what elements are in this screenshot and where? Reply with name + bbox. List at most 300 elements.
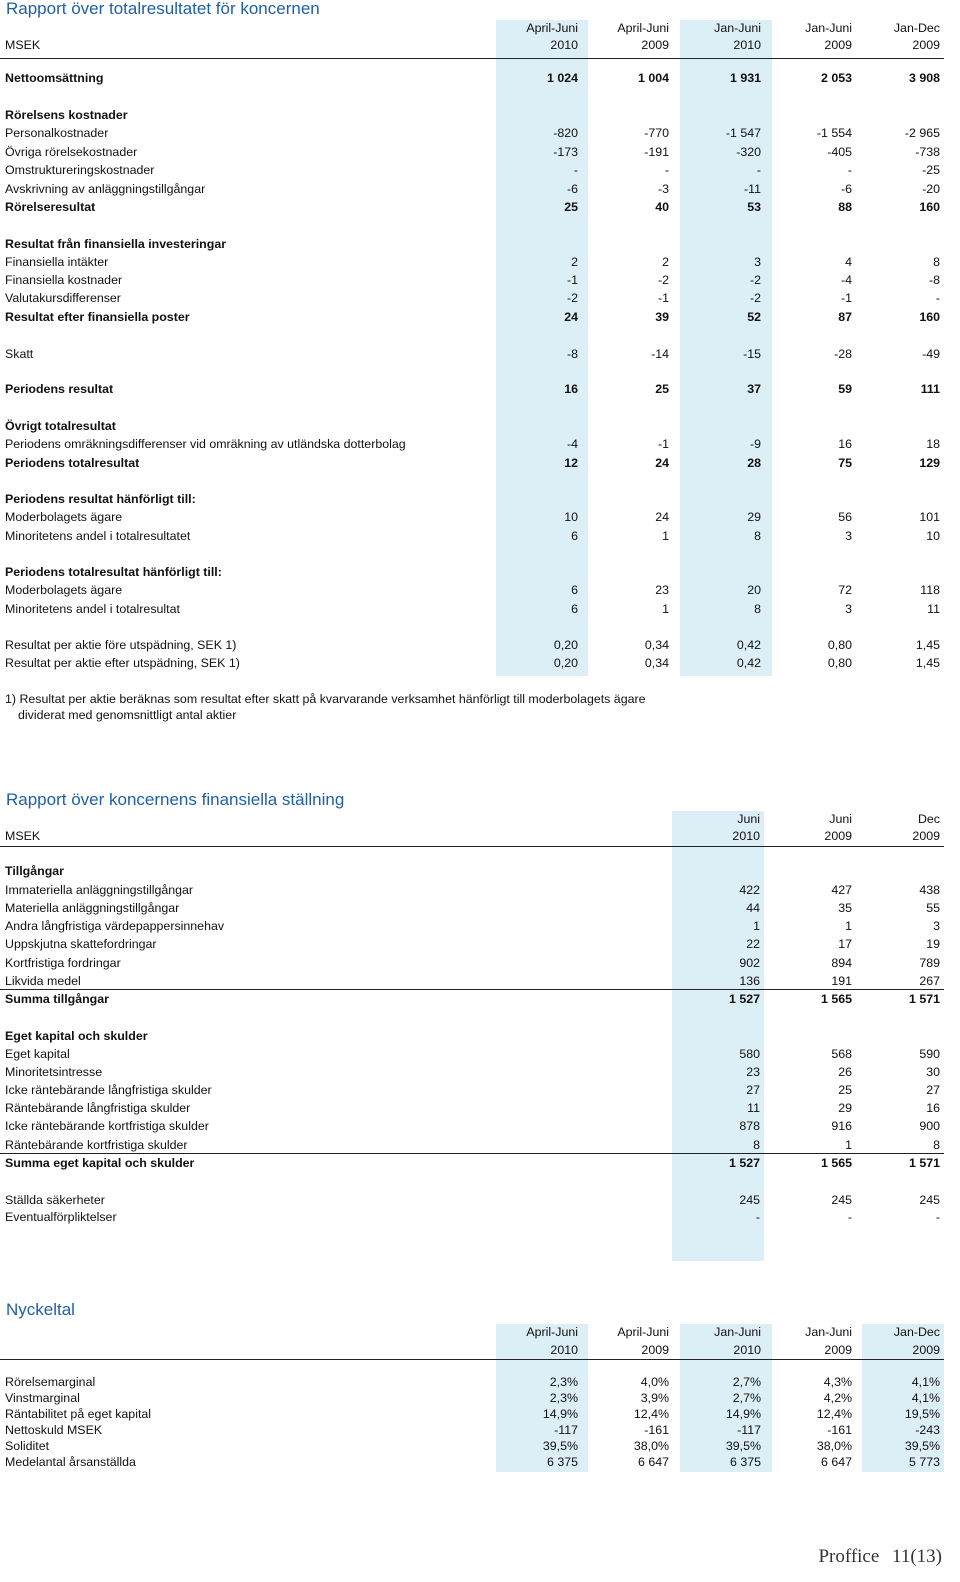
row-value: 19,5% xyxy=(904,1407,940,1421)
row-value: 3 908 xyxy=(908,71,940,85)
row-value: 1 527 xyxy=(728,1156,760,1170)
column-period-label: Jan-Juni xyxy=(805,21,852,35)
row-label: Kortfristiga fordringar xyxy=(5,956,121,970)
row-label: Periodens resultat hänförligt till: xyxy=(5,492,196,506)
row-value: 39,5% xyxy=(904,1439,940,1453)
row-label: Personalkostnader xyxy=(5,126,109,140)
row-value: 3,9% xyxy=(640,1391,669,1405)
row-label: Periodens totalresultat hänförligt till: xyxy=(5,565,222,579)
row-value: -6 xyxy=(566,182,578,196)
row-value: 8 xyxy=(753,1138,760,1152)
row-value: -2 xyxy=(749,273,761,287)
row-value: -20 xyxy=(922,182,940,196)
income-footnote-continued: dividerat med genomsnittligt antal aktier xyxy=(18,708,237,722)
table-row xyxy=(0,272,960,288)
row-value: - xyxy=(573,163,578,177)
row-value: 3 xyxy=(754,255,761,269)
row-value: 30 xyxy=(926,1065,940,1079)
row-value: -1 xyxy=(657,291,669,305)
row-value: 12 xyxy=(564,456,578,470)
column-period-label: April-Juni xyxy=(526,1325,578,1339)
table-row xyxy=(0,863,960,879)
table-row xyxy=(0,381,960,397)
row-label: Soliditet xyxy=(5,1439,50,1453)
table-row xyxy=(0,1155,960,1171)
row-value: 88 xyxy=(838,200,852,214)
row-value: 39 xyxy=(655,310,669,324)
income-title: Rapport över totalresultatet för koncernen xyxy=(6,0,320,18)
row-value: 4 xyxy=(845,255,852,269)
row-label: Tillgångar xyxy=(5,864,64,878)
row-label: Summa tillgångar xyxy=(5,992,109,1006)
row-value: 25 xyxy=(838,1083,852,1097)
row-value: - xyxy=(935,291,940,305)
row-value: 87 xyxy=(838,310,852,324)
row-value: 20 xyxy=(747,583,761,597)
row-value: 0,80 xyxy=(827,638,852,652)
row-label: Immateriella anläggningstillgångar xyxy=(5,883,194,897)
row-value: 6 xyxy=(571,529,578,543)
row-value: 8 xyxy=(933,255,940,269)
row-value: 8 xyxy=(754,529,761,543)
row-value: -173 xyxy=(553,145,578,159)
row-value: 8 xyxy=(754,602,761,616)
row-value: 11 xyxy=(927,602,940,616)
table-row xyxy=(0,882,960,898)
page-number: 11(13) xyxy=(892,1546,942,1567)
table-row xyxy=(0,655,960,671)
income-header-rule xyxy=(0,58,944,59)
row-value: -1 xyxy=(657,437,669,451)
row-label: Summa eget kapital och skulder xyxy=(5,1156,195,1170)
row-label: Periodens resultat xyxy=(5,382,114,396)
column-year-label: 2009 xyxy=(824,829,852,843)
row-value: 38,0% xyxy=(633,1439,669,1453)
row-label: Uppskjutna skattefordringar xyxy=(5,937,157,951)
row-label: Moderbolagets ägare xyxy=(5,583,123,597)
table-row xyxy=(0,1082,960,1098)
row-value: 17 xyxy=(838,937,852,951)
row-value: 56 xyxy=(838,510,852,524)
row-label: Avskrivning av anläggningstillgångar xyxy=(5,182,206,196)
row-value: 4,0% xyxy=(640,1375,669,1389)
row-label: Materiella anläggningstillgångar xyxy=(5,901,180,915)
balance-header-rule xyxy=(0,846,944,847)
income-footnote: 1) Resultat per aktie beräknas som resultat efter skatt på kvarvarande verksamhet hänförligt till moderbolagets ägare xyxy=(5,692,646,706)
row-value: 10 xyxy=(926,529,940,543)
table-row xyxy=(0,491,960,507)
row-label: Icke räntebärande långfristiga skulder xyxy=(5,1083,212,1097)
row-value: 245 xyxy=(831,1193,852,1207)
row-value: 44 xyxy=(746,901,760,915)
row-label: Periodens omräkningsdifferenser vid omräkning av utländska dotterbolag xyxy=(5,437,406,451)
row-value: 2 xyxy=(662,255,669,269)
column-period-label: Jan-Juni xyxy=(805,1325,852,1339)
row-value: -2 xyxy=(657,273,669,287)
table-row xyxy=(0,162,960,178)
row-value: 580 xyxy=(739,1047,760,1061)
table-row xyxy=(0,254,960,270)
row-value: 52 xyxy=(747,310,761,324)
row-value: 789 xyxy=(919,956,940,970)
row-label: Finansiella intäkter xyxy=(5,255,109,269)
row-value: 590 xyxy=(919,1047,940,1061)
row-value: 245 xyxy=(739,1193,760,1207)
row-value: 25 xyxy=(564,200,578,214)
column-year-label: 2009 xyxy=(641,1343,669,1357)
row-value: 40 xyxy=(655,200,669,214)
table-row xyxy=(0,582,960,598)
column-period-label: Dec xyxy=(917,812,940,826)
table-row xyxy=(0,900,960,916)
row-value: -1 554 xyxy=(816,126,852,140)
header-period-row xyxy=(0,1324,960,1340)
row-value: 5 773 xyxy=(908,1455,940,1469)
row-label: Eget kapital och skulder xyxy=(5,1029,148,1043)
table-row xyxy=(0,509,960,525)
row-value: 0,20 xyxy=(553,656,578,670)
row-value: 4,1% xyxy=(911,1391,940,1405)
row-value: 12,4% xyxy=(816,1407,852,1421)
row-value: 10 xyxy=(564,510,578,524)
row-value: 902 xyxy=(739,956,760,970)
row-value: 1 xyxy=(845,919,852,933)
table-row xyxy=(0,309,960,325)
unit-label: MSEK xyxy=(5,38,41,52)
row-value: 53 xyxy=(747,200,761,214)
row-label: Icke räntebärande kortfristiga skulder xyxy=(5,1119,209,1133)
row-value: 2,3% xyxy=(549,1375,578,1389)
column-year-label: 2009 xyxy=(824,38,852,52)
column-year-label: 2009 xyxy=(824,1343,852,1357)
row-value: 29 xyxy=(838,1101,852,1115)
row-value: 438 xyxy=(919,883,940,897)
table-row xyxy=(0,1454,960,1470)
row-value: -8 xyxy=(566,347,578,361)
row-label: Minoritetens andel i totalresultat xyxy=(5,602,180,616)
table-row xyxy=(0,1028,960,1044)
header-period-row xyxy=(0,20,960,36)
row-value: 1 xyxy=(845,1138,852,1152)
table-row xyxy=(0,144,960,160)
row-value: 0,34 xyxy=(644,656,669,670)
row-label: Nettoomsättning xyxy=(5,71,104,85)
row-value: - xyxy=(755,1210,760,1224)
row-value: 1 xyxy=(753,919,760,933)
column-year-label: 2009 xyxy=(912,38,940,52)
row-label: Vinstmarginal xyxy=(5,1391,80,1405)
table-row xyxy=(0,1192,960,1208)
table-row xyxy=(0,1374,960,1390)
row-value: 101 xyxy=(919,510,940,524)
row-value: 16 xyxy=(564,382,578,396)
row-label: Moderbolagets ägare xyxy=(5,510,123,524)
row-value: 55 xyxy=(926,901,940,915)
row-value: 1,45 xyxy=(915,638,940,652)
row-value: 16 xyxy=(926,1101,940,1115)
row-value: 1 571 xyxy=(908,992,940,1006)
row-value: -1 xyxy=(840,291,852,305)
total-rule xyxy=(0,989,944,990)
row-label: Resultat efter finansiella poster xyxy=(5,310,190,324)
row-value: 19 xyxy=(926,937,940,951)
row-label: Räntebärande långfristiga skulder xyxy=(5,1101,191,1115)
column-period-label: Juni xyxy=(829,812,852,826)
table-row xyxy=(0,1422,960,1438)
row-value: -15 xyxy=(743,347,761,361)
row-value: 1 571 xyxy=(908,1156,940,1170)
row-label: Periodens totalresultat xyxy=(5,456,140,470)
unit-label: MSEK xyxy=(5,829,41,843)
row-value: 245 xyxy=(919,1193,940,1207)
column-period-label: Jan-Dec xyxy=(893,1325,940,1339)
row-value: 29 xyxy=(747,510,761,524)
row-value: 24 xyxy=(655,510,669,524)
table-row xyxy=(0,236,960,252)
brand-name: Proffice xyxy=(818,1546,880,1567)
row-value: 1 xyxy=(662,602,669,616)
row-value: 3 xyxy=(845,602,852,616)
row-value: 16 xyxy=(838,437,852,451)
row-value: 6 647 xyxy=(637,1455,669,1469)
row-value: 6 647 xyxy=(820,1455,852,1469)
row-value: 900 xyxy=(919,1119,940,1133)
keyfigures-header-rule xyxy=(0,1359,944,1360)
row-value: 6 xyxy=(571,583,578,597)
row-value: -14 xyxy=(651,347,669,361)
row-label: Resultat från finansiella investeringar xyxy=(5,237,227,251)
row-value: 0,34 xyxy=(644,638,669,652)
table-row xyxy=(0,564,960,580)
row-value: 136 xyxy=(739,974,760,988)
row-value: -4 xyxy=(566,437,578,451)
row-value: 14,9% xyxy=(725,1407,761,1421)
table-row xyxy=(0,436,960,452)
column-period-label: Juni xyxy=(737,812,760,826)
row-value: 75 xyxy=(838,456,852,470)
row-label: Minoritetens andel i totalresultatet xyxy=(5,529,191,543)
row-value: - xyxy=(664,163,669,177)
row-value: 1 004 xyxy=(637,71,669,85)
header-year-row xyxy=(0,37,960,53)
row-label: Nettoskuld MSEK xyxy=(5,1423,103,1437)
row-value: 59 xyxy=(838,382,852,396)
row-value: 1 931 xyxy=(729,71,761,85)
row-value: 1 024 xyxy=(546,71,578,85)
row-label: Räntebärande kortfristiga skulder xyxy=(5,1138,188,1152)
row-value: 23 xyxy=(655,583,669,597)
header-period-row xyxy=(0,811,960,827)
column-period-label: April-Juni xyxy=(526,21,578,35)
row-value: 6 375 xyxy=(729,1455,761,1469)
row-value: - xyxy=(756,163,761,177)
row-value: 1 565 xyxy=(820,1156,852,1170)
row-value: -405 xyxy=(827,145,852,159)
balance-title: Rapport över koncernens finansiella ställning xyxy=(6,790,345,809)
row-label: Eventualförpliktelser xyxy=(5,1210,117,1224)
column-year-label: 2010 xyxy=(732,829,760,843)
row-label: Medelantal årsanställda xyxy=(5,1455,136,1469)
row-value: 1,45 xyxy=(915,656,940,670)
row-value: 0,20 xyxy=(553,638,578,652)
table-row xyxy=(0,955,960,971)
column-year-label: 2010 xyxy=(733,1343,761,1357)
row-value: -1 547 xyxy=(725,126,761,140)
header-year-row xyxy=(0,1342,960,1358)
row-value: 2,7% xyxy=(732,1375,761,1389)
row-value: 28 xyxy=(747,456,761,470)
table-row xyxy=(0,637,960,653)
row-value: -191 xyxy=(644,145,669,159)
row-value: 27 xyxy=(926,1083,940,1097)
row-value: 129 xyxy=(919,456,940,470)
row-value: -2 xyxy=(749,291,761,305)
row-value: 878 xyxy=(739,1119,760,1133)
row-label: Andra långfristiga värdepappersinnehav xyxy=(5,919,225,933)
row-value: -49 xyxy=(922,347,940,361)
row-label: Rörelsens kostnader xyxy=(5,108,128,122)
row-value: -738 xyxy=(915,145,940,159)
row-value: 2,3% xyxy=(549,1391,578,1405)
table-row xyxy=(0,601,960,617)
row-value: 6 xyxy=(571,602,578,616)
row-value: -4 xyxy=(840,273,852,287)
table-row xyxy=(0,107,960,123)
row-value: 4,1% xyxy=(911,1375,940,1389)
row-value: 3 xyxy=(933,919,940,933)
table-row xyxy=(0,346,960,362)
table-row xyxy=(0,1438,960,1454)
column-year-label: 2009 xyxy=(912,829,940,843)
row-value: 4,3% xyxy=(823,1375,852,1389)
row-label: Omstruktureringskostnader xyxy=(5,163,155,177)
row-value: -28 xyxy=(834,347,852,361)
row-value: 0,42 xyxy=(736,656,761,670)
row-value: 0,42 xyxy=(736,638,761,652)
row-value: 3 xyxy=(845,529,852,543)
table-row xyxy=(0,1406,960,1422)
row-value: -1 xyxy=(566,273,578,287)
row-value: 24 xyxy=(655,456,669,470)
column-year-label: 2010 xyxy=(550,38,578,52)
row-value: 38,0% xyxy=(816,1439,852,1453)
page-footer xyxy=(818,1546,942,1568)
row-value: -3 xyxy=(657,182,669,196)
row-value: 422 xyxy=(739,883,760,897)
row-value: -161 xyxy=(644,1423,669,1437)
table-row xyxy=(0,936,960,952)
row-label: Ställda säkerheter xyxy=(5,1193,105,1207)
row-value: 568 xyxy=(831,1047,852,1061)
row-label: Finansiella kostnader xyxy=(5,273,123,287)
column-period-label: Jan-Juni xyxy=(714,21,761,35)
row-label: Skatt xyxy=(5,347,34,361)
column-period-label: April-Juni xyxy=(617,21,669,35)
header-year-row xyxy=(0,828,960,844)
row-label: Minoritetsintresse xyxy=(5,1065,103,1079)
row-value: -25 xyxy=(922,163,940,177)
table-row xyxy=(0,918,960,934)
row-value: 12,4% xyxy=(633,1407,669,1421)
row-value: 160 xyxy=(919,200,940,214)
row-value: 111 xyxy=(920,382,940,396)
row-value: 14,9% xyxy=(542,1407,578,1421)
table-row xyxy=(0,125,960,141)
table-row xyxy=(0,528,960,544)
row-value: 26 xyxy=(838,1065,852,1079)
row-label: Eget kapital xyxy=(5,1047,70,1061)
column-year-label: 2010 xyxy=(733,38,761,52)
row-value: -6 xyxy=(840,182,852,196)
row-value: - xyxy=(847,1210,852,1224)
table-row xyxy=(0,181,960,197)
row-value: 27 xyxy=(746,1083,760,1097)
row-value: 2 053 xyxy=(820,71,852,85)
row-value: -320 xyxy=(736,145,761,159)
row-value: - xyxy=(847,163,852,177)
row-label: Rörelsemarginal xyxy=(5,1375,96,1389)
row-value: -243 xyxy=(915,1423,940,1437)
table-row xyxy=(0,973,960,989)
row-value: 267 xyxy=(919,974,940,988)
row-label: Resultat per aktie efter utspädning, SEK 1) xyxy=(5,656,240,670)
row-value: 118 xyxy=(920,583,940,597)
row-value: -8 xyxy=(928,273,940,287)
row-value: 8 xyxy=(933,1138,940,1152)
column-year-label: 2010 xyxy=(550,1343,578,1357)
row-value: 11 xyxy=(747,1101,760,1115)
row-value: -820 xyxy=(553,126,578,140)
total-rule xyxy=(0,1153,944,1154)
row-value: 427 xyxy=(831,883,852,897)
row-label: Valutakursdifferenser xyxy=(5,291,121,305)
table-row xyxy=(0,1390,960,1406)
row-value: 0,80 xyxy=(827,656,852,670)
table-row xyxy=(0,1209,960,1225)
row-value: 37 xyxy=(747,382,761,396)
row-value: 1 527 xyxy=(728,992,760,1006)
table-row xyxy=(0,1064,960,1080)
table-row xyxy=(0,1046,960,1062)
table-row xyxy=(0,455,960,471)
row-value: 916 xyxy=(831,1119,852,1133)
row-label: Likvida medel xyxy=(5,974,81,988)
row-value: - xyxy=(935,1210,940,1224)
row-value: -2 xyxy=(566,291,578,305)
row-value: 23 xyxy=(746,1065,760,1079)
column-period-label: Jan-Dec xyxy=(893,21,940,35)
row-label: Räntabilitet på eget kapital xyxy=(5,1407,152,1421)
column-year-label: 2009 xyxy=(641,38,669,52)
row-value: 39,5% xyxy=(542,1439,578,1453)
row-value: 39,5% xyxy=(725,1439,761,1453)
row-value: 191 xyxy=(831,974,852,988)
keyfigures-title: Nyckeltal xyxy=(6,1300,75,1319)
row-value: -117 xyxy=(554,1423,578,1437)
row-label: Övriga rörelsekostnader xyxy=(5,145,138,159)
row-value: 35 xyxy=(838,901,852,915)
row-label: Rörelseresultat xyxy=(5,200,96,214)
row-value: 6 375 xyxy=(546,1455,578,1469)
row-value: 4,2% xyxy=(823,1391,852,1405)
table-row xyxy=(0,1118,960,1134)
row-value: -11 xyxy=(744,182,761,196)
table-row xyxy=(0,1100,960,1116)
row-value: -2 965 xyxy=(904,126,940,140)
row-value: -117 xyxy=(737,1423,761,1437)
row-value: 1 565 xyxy=(820,992,852,1006)
row-value: -770 xyxy=(644,126,669,140)
